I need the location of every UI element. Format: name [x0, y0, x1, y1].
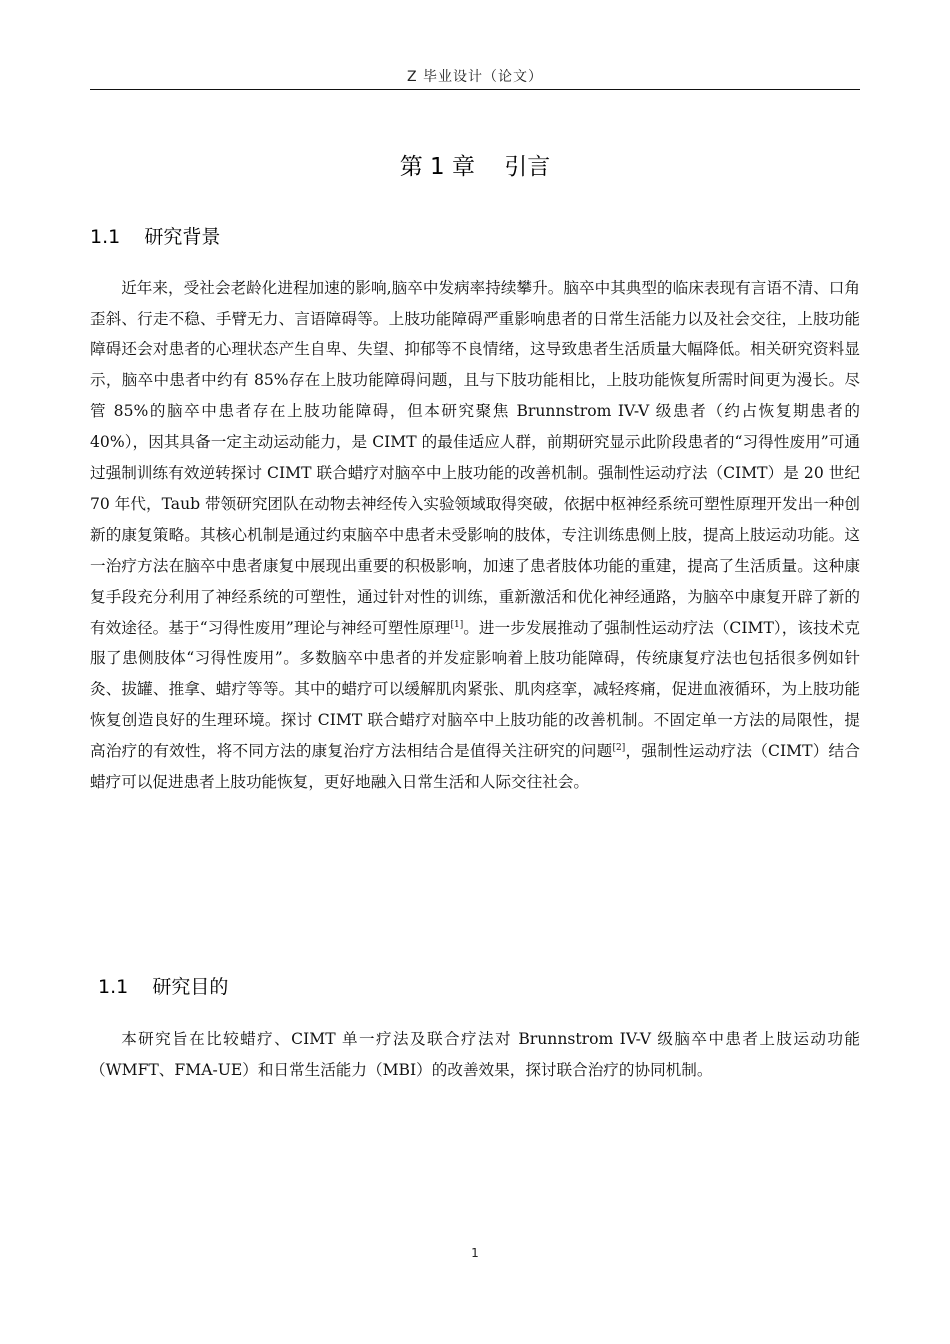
citation-ref-1[interactable]: [1]	[450, 619, 464, 630]
background-paragraph	[90, 273, 860, 798]
page-header: Z 毕业设计（论文）	[406, 69, 544, 85]
background-text-part2: 。进一步发展推动了强制性运动疗法（CIMT），该技术克服了患侧肢体“习得性废用”。多数脑卒中患者的并发症影响着上肢功能障碍，传统康复疗法也包括很多例如针灸、拔罐、推拿、蜡疗等等。其中的蜡疗可以缓解肌肉紧张、肌肉痉挛，减轻疼痛，促进血液循环，为上肢功能恢复创造良好的生理环境。探讨 CIMT 联合蜡疗对脑卒中上肢功能的改善机制。不固定单一方法的局限性，提高治疗的有效性，将不同方法的康复治疗方法相结合是值得关注研究的问题	[90, 618, 860, 761]
page-number: 1	[471, 1246, 479, 1260]
purpose-paragraph: 本研究旨在比较蜡疗、CIMT 单一疗法及联合疗法对 Brunnstrom IV-V 级脑卒中患者上肢运动功能（WMFT、FMA-UE）和日常生活能力（MBI）的改善效果，探讨联合治疗的协同机制。	[90, 1029, 860, 1079]
background-text-part3: ，强制性运动疗法（CIMT）结合蜡疗可以促进患者上肢功能恢复，更好地融入日常生活和人际交往社会。	[90, 742, 860, 792]
background-text-part1: 近年来，受社会老龄化进程加速的影响,脑卒中发病率持续攀升。脑卒中其典型的临床表现有言语不清、口角歪斜、行走不稳、手臂无力、言语障碍等。上肢功能障碍严重影响患者的日常生活能力以及社会交往，上肢功能障碍还会对患者的心理状态产生自卑、失望、抑郁等不良情绪，这导致患者生活质量大幅降低。相关研究资料显示，脑卒中患者中约有 85%存在上肢功能障碍问题，且与下肢功能相比，上肢功能恢复所需时间更为漫长。尽管 85%的脑卒中患者存在上肢功能障碍，但本研究聚焦 Brunnstrom IV-V 级患者（约占恢复期患者的 40%），因其具备一定主动运动能力，是 CIMT 的最佳适应人群，前期研究显示此阶段患者的“习得性废用”可通过强制训练有效逆转探讨 CIMT 联合蜡疗对脑卒中上肢功能的改善机制。强制性运动疗法（CIMT）是 20 世纪 70 年代，Taub 带领研究团队在动物去神经传入实验领域取得突破，依据中枢神经系统可塑性原理开发出一种创新的康复策略。其核心机制是通过约束脑卒中患者未受影响的肢体，专注训练患侧上肢，提高上肢运动功能。这一治疗方法在脑卒中患者康复中展现出重要的积极影响，加速了患者肢体功能的重建，提高了生活质量。这种康复手段充分利用了神经系统的可塑性，通过针对性的训练，重新激活和优化神经通路，为脑卒中康复开辟了新的有效途径。基于“习得性废用”理论与神经可塑性原理	[90, 278, 860, 637]
header-rule	[90, 89, 860, 90]
citation-ref-2[interactable]: [2]	[612, 743, 626, 753]
chapter-title: 第 1 章 引言	[399, 154, 551, 180]
section-heading-background: 1.1 研究背景	[90, 226, 221, 248]
section-heading-purpose: 1.1 研究目的	[98, 976, 229, 998]
